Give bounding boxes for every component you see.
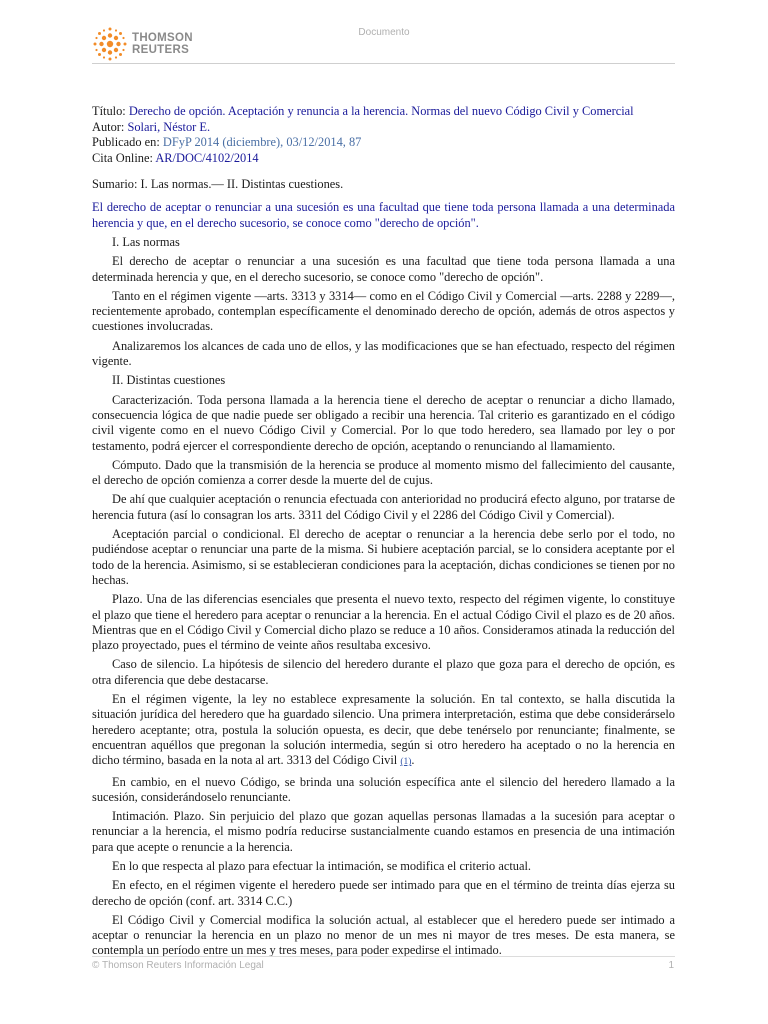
paragraph: Intimación. Plazo. Sin perjuicio del plazo que gozan aquellas personas llamadas a la sucesión para aceptar o renunciar a la herencia, el mismo podría reducirse sustancialmente cuando estamos en presencia de una intimación para que acepte o renuncie a la herencia. bbox=[92, 809, 675, 854]
author-label: Autor: bbox=[92, 119, 125, 134]
paragraph: En cambio, en el nuevo Código, se brinda una solución específica ante el silencio del heredero llamado a la sucesión, considerándoselo renunciante. bbox=[92, 774, 675, 804]
doc-label: Documento bbox=[358, 27, 410, 38]
paragraph-text: En el régimen vigente, la ley no establece expresamente la solución. En tal contexto, se halla discutida la situación jurídica del heredero que ha guardado silencio. Una primera interpretación, estima que debe considerárselo heredero aceptante; otra, postula la solución opuesta, es decir, que debe tenérselo por renunciante; finalmente, se encuentran aquéllos que pregonan la solución intermedia, según si otro heredero ha aceptado o no la herencia en dicho término, basada en la nota al art. 3313 del Código Civil bbox=[92, 692, 675, 768]
paragraph: El derecho de aceptar o renunciar a una sucesión es una facultad que tiene toda persona llamada a una determinada herencia y que, en el derecho sucesorio, se conoce como "derecho de opción". bbox=[92, 254, 675, 284]
paragraph: Aceptación parcial o condicional. El derecho de aceptar o renunciar a la herencia debe serlo por el todo, no pudiéndose aceptar o renunciar una parte de la misma. Si hubiere aceptación parcial, se lo considera aceptante por el todo de la herencia. Asimismo, si se establecieran condiciones para la aceptación, dichas condiciones se tienen por no hechas. bbox=[92, 527, 675, 587]
published-row bbox=[92, 135, 675, 151]
paragraph: En lo que respecta al plazo para efectuar la intimación, se modifica el criterio actual. bbox=[112, 858, 532, 873]
title-row bbox=[92, 104, 675, 120]
author-link[interactable]: Solari, Néstor E. bbox=[127, 119, 211, 134]
footer-divider bbox=[92, 956, 675, 957]
cita-row bbox=[92, 151, 675, 167]
paragraph-end: . bbox=[411, 753, 415, 768]
cita-label: Cita Online: bbox=[92, 150, 153, 165]
doc-metadata bbox=[92, 104, 675, 166]
paragraph: Analizaremos los alcances de cada uno de ellos, y las modificaciones que se han efectuado, respecto del régimen vigente. bbox=[92, 338, 675, 369]
title-label: Título: bbox=[92, 104, 126, 118]
page-header bbox=[0, 0, 768, 66]
brand-line-1: THOMSON bbox=[132, 32, 193, 44]
author-row bbox=[92, 120, 675, 136]
paragraph: Caso de silencio. La hipótesis de silencio del heredero durante el plazo que goza para el derecho de opción, es otra diferencia que debe destacarse. bbox=[92, 657, 675, 687]
cita-link[interactable]: AR/DOC/4102/2014 bbox=[155, 150, 259, 165]
published-label: Publicado en: bbox=[92, 135, 160, 149]
title-link[interactable]: Derecho de opción. Aceptación y renuncia a la herencia. Normas del nuevo Código Civil y Comercial bbox=[128, 104, 634, 118]
brand-line-2: REUTERS bbox=[132, 44, 190, 56]
document-body bbox=[92, 104, 675, 959]
page-number: 1 bbox=[668, 960, 674, 971]
footer-copyright: © Thomson Reuters Información Legal bbox=[92, 960, 264, 971]
paragraph: En efecto, en el régimen vigente el heredero puede ser intimado para que en el término de treinta días ejerza su derecho de opción (conf. art. 3314 C.C.) bbox=[92, 878, 675, 908]
summary: Sumario: I. Las normas.— II. Distintas cuestiones. bbox=[92, 177, 344, 191]
section-heading-1: I. Las normas bbox=[112, 235, 180, 249]
paragraph: Caracterización. Toda persona llamada a la herencia tiene el derecho de aceptar o renunciar a dicho llamado, consecuencia lógica de que nadie puede ser obligado a recibir una herencia. Tal criterio es garantizado en el código civil vigente como en el nuevo Código Civil y Comercial. Por lo que todo heredero, sea llamado por ley o por testamento, podrá ejercer el correspondiente derecho de opción, aceptando o renunciando al llamamiento. bbox=[92, 392, 675, 453]
paragraph: Cómputo. Dado que la transmisión de la herencia se produce al momento mismo del fallecimiento del causante, el derecho de opción comienza a correr desde la muerte del de cujus. bbox=[92, 457, 675, 488]
paragraph bbox=[92, 692, 675, 770]
paragraph: Plazo. Una de las diferencias esenciales que presenta el nuevo texto, respecto del régimen vigente, lo constituye el plazo que tiene el heredero para aceptar o renunciar a la herencia. En el actual Código Civil el plazo es de 20 años. Mientras que en el Código Civil y Comercial dicho plazo se reduce a 10 años. Consideramos atinada la reducción del plazo proyectado, pues el término de veinte años resultaba excesivo. bbox=[92, 592, 675, 653]
published-value: DFyP 2014 (diciembre), 03/12/2014, 87 bbox=[162, 135, 362, 149]
paragraph: Tanto en el régimen vigente —arts. 3313 y 3314— como en el Código Civil y Comercial —arts. 2288 y 2289—, recientemente aprobado, contemplan específicamente el denominado derecho de opción, además de otros aspectos y cuestiones involucradas. bbox=[92, 288, 675, 334]
paragraph: El Código Civil y Comercial modifica la solución actual, al establecer que el heredero puede ser intimado a aceptar o renunciar la herencia en un plazo no menor de un mes ni mayor de tres meses. De esta manera, se contempla un período entre un mes y tres meses, para poder expedirse el intimado. bbox=[92, 912, 675, 958]
paragraph: De ahí que cualquier aceptación o renuncia efectuada con anterioridad no producirá efecto alguno, por tratarse de herencia futura (así lo consagran los arts. 3311 del Código Civil y el 2286 del Código Civil y Comercial). bbox=[92, 492, 675, 522]
section-heading-2: II. Distintas cuestiones bbox=[112, 373, 226, 388]
header-divider bbox=[92, 63, 675, 64]
footnote-link[interactable]: (1) bbox=[400, 757, 412, 768]
lead-paragraph: El derecho de aceptar o renunciar a una sucesión es una facultad que tiene toda persona llamada a una determinada herencia y que, en el derecho sucesorio, se conoce como "derecho de opción". bbox=[92, 200, 675, 230]
